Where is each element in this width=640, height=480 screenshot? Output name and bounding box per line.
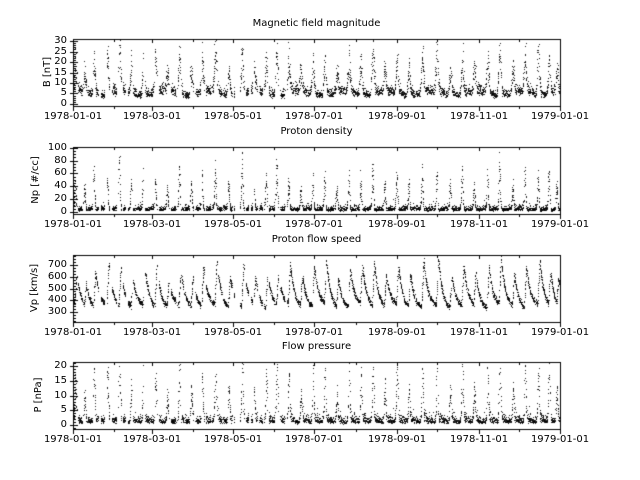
x-tick-label: 1978-03-01 bbox=[122, 434, 182, 445]
y-tick-label: 20 bbox=[54, 56, 67, 67]
y-tick-label: 30 bbox=[54, 35, 67, 46]
x-tick-label: 1978-07-01 bbox=[284, 434, 344, 445]
x-tick-label: 1978-01-01 bbox=[43, 219, 103, 230]
x-tick-label: 1978-09-01 bbox=[367, 219, 427, 230]
x-tick-label: 1979-01-01 bbox=[530, 111, 590, 122]
y-tick-label: 100 bbox=[47, 142, 67, 153]
x-tick-label: 1978-09-01 bbox=[367, 327, 427, 338]
x-tick-label: 1978-09-01 bbox=[367, 434, 427, 445]
panel-3-y-axis-label: Vp [km/s] bbox=[29, 263, 40, 313]
y-tick-label: 0 bbox=[60, 206, 67, 217]
panel-2-y-axis-label: Np [#/cc] bbox=[30, 156, 41, 204]
panel-1-y-axis-label: B [nT] bbox=[42, 56, 53, 88]
y-tick-label: 20 bbox=[54, 193, 67, 204]
y-tick-label: 20 bbox=[54, 360, 67, 371]
x-tick-label: 1978-11-01 bbox=[449, 327, 509, 338]
x-tick-label: 1978-05-01 bbox=[203, 111, 263, 122]
y-tick-label: 10 bbox=[54, 77, 67, 88]
x-tick-label: 1978-03-01 bbox=[122, 219, 182, 230]
panel-4-y-axis-label: P [nPa] bbox=[33, 377, 44, 413]
y-tick-label: 10 bbox=[54, 390, 67, 401]
x-tick-label: 1979-01-01 bbox=[530, 219, 590, 230]
y-tick-label: 40 bbox=[54, 180, 67, 191]
x-tick-label: 1978-11-01 bbox=[449, 111, 509, 122]
panel-4-title: Flow pressure bbox=[281, 341, 352, 352]
y-tick-label: 500 bbox=[47, 283, 67, 294]
x-tick-label: 1978-11-01 bbox=[449, 434, 509, 445]
x-tick-label: 1978-05-01 bbox=[203, 327, 263, 338]
y-tick-label: 15 bbox=[54, 375, 67, 386]
x-tick-label: 1978-03-01 bbox=[122, 327, 182, 338]
x-tick-label: 1978-01-01 bbox=[43, 327, 103, 338]
y-tick-label: 0 bbox=[60, 98, 67, 109]
x-tick-label: 1978-03-01 bbox=[122, 111, 182, 122]
x-tick-label: 1978-01-01 bbox=[43, 111, 103, 122]
panel-1-title: Magnetic field magnitude bbox=[252, 18, 381, 29]
y-tick-label: 5 bbox=[60, 87, 67, 98]
panel-3-title: Proton flow speed bbox=[271, 234, 362, 245]
y-tick-label: 600 bbox=[47, 271, 67, 282]
y-tick-label: 300 bbox=[47, 306, 67, 317]
x-tick-label: 1978-01-01 bbox=[43, 434, 103, 445]
x-tick-label: 1978-07-01 bbox=[284, 327, 344, 338]
y-tick-label: 0 bbox=[60, 419, 67, 430]
y-tick-label: 60 bbox=[54, 167, 67, 178]
y-tick-label: 700 bbox=[47, 259, 67, 270]
x-tick-label: 1978-11-01 bbox=[449, 219, 509, 230]
x-tick-label: 1978-05-01 bbox=[203, 219, 263, 230]
y-tick-label: 25 bbox=[54, 46, 67, 57]
x-tick-label: 1978-05-01 bbox=[203, 434, 263, 445]
panel-2-title: Proton density bbox=[280, 126, 353, 137]
y-tick-label: 400 bbox=[47, 294, 67, 305]
x-tick-label: 1978-09-01 bbox=[367, 111, 427, 122]
y-tick-label: 80 bbox=[54, 155, 67, 166]
x-tick-label: 1979-01-01 bbox=[530, 327, 590, 338]
x-tick-label: 1979-01-01 bbox=[530, 434, 590, 445]
x-tick-label: 1978-07-01 bbox=[284, 111, 344, 122]
y-tick-label: 5 bbox=[60, 404, 67, 415]
y-tick-label: 15 bbox=[54, 67, 67, 78]
x-tick-label: 1978-07-01 bbox=[284, 219, 344, 230]
